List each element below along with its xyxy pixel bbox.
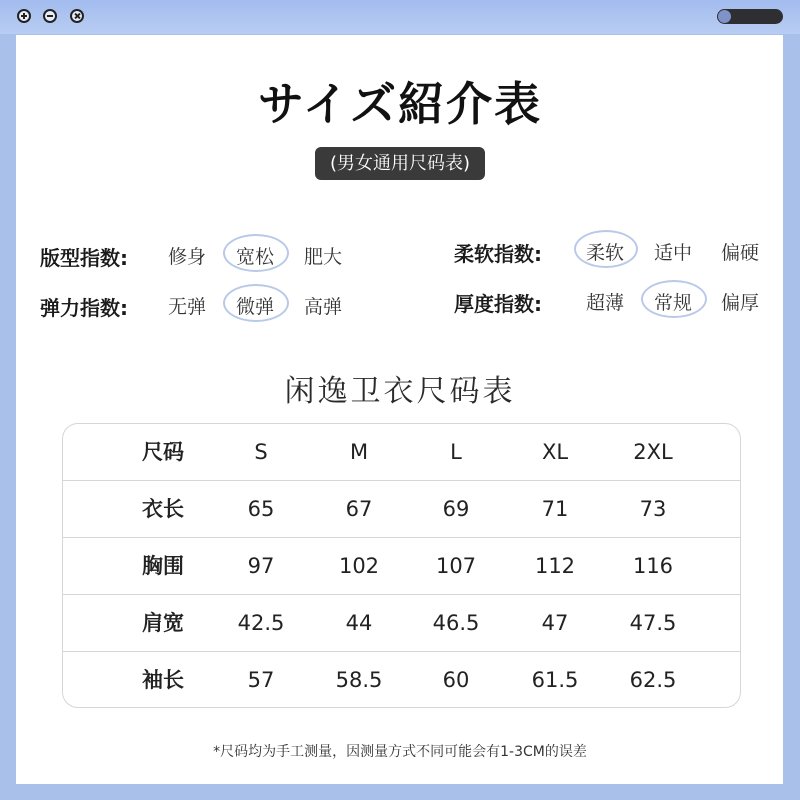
- toggle-switch[interactable]: [717, 9, 783, 24]
- table-cell: 62.5: [629, 668, 677, 692]
- table-cell: 57: [247, 668, 275, 692]
- table-header-cell: L: [450, 440, 462, 464]
- table-cell: 60: [442, 668, 470, 692]
- elasticity-option-slight: 微弹: [236, 296, 275, 318]
- table-cell: 69: [442, 497, 470, 521]
- fit-option-loose: 宽松: [236, 246, 275, 268]
- table-cell: 42.5: [237, 611, 285, 635]
- table-cell: 102: [338, 554, 380, 578]
- table-row-label: 袖长: [142, 668, 184, 692]
- table-cell: 97: [247, 554, 275, 578]
- subtitle-badge: (男女通用尺码表): [315, 147, 485, 180]
- table-header-cell: XL: [541, 440, 569, 464]
- table-cell: 46.5: [432, 611, 480, 635]
- close-icon[interactable]: [70, 9, 84, 23]
- table-cell: 47.5: [629, 611, 677, 635]
- table-cell: 44: [345, 611, 373, 635]
- softness-option-medium: 适中: [654, 242, 693, 264]
- table-row-label: 胸围: [142, 554, 184, 578]
- table-row: [63, 652, 740, 708]
- elasticity-option-none: 无弹: [168, 296, 207, 318]
- table-header-cell: M: [349, 440, 369, 464]
- thickness-option-thick: 偏厚: [721, 292, 760, 314]
- softness-option-soft: 柔软: [586, 242, 625, 264]
- table-row-label: 肩宽: [142, 611, 184, 635]
- table-header-cell: 2XL: [633, 440, 673, 464]
- thickness-option-thin: 超薄: [586, 292, 625, 314]
- table-cell: 116: [632, 554, 674, 578]
- size-table: [62, 423, 741, 708]
- elasticity-index-label: 弹力指数:: [40, 296, 128, 320]
- table-cell: 61.5: [531, 668, 579, 692]
- table-cell: 58.5: [335, 668, 383, 692]
- table-cell: 73: [639, 497, 667, 521]
- softness-index-label: 柔软指数:: [454, 242, 542, 266]
- table-cell: 65: [247, 497, 275, 521]
- table-row: [63, 595, 740, 652]
- table-cell: 71: [541, 497, 569, 521]
- table-row: [63, 538, 740, 595]
- table-cell: 107: [435, 554, 477, 578]
- measurement-footnote: *尺码均为手工测量，因测量方式不同可能会有1-3CM的误差: [213, 744, 587, 760]
- thickness-option-regular: 常规: [654, 292, 693, 314]
- minus-icon[interactable]: [43, 9, 57, 23]
- table-cell: 112: [534, 554, 576, 578]
- fit-option-slim: 修身: [168, 246, 207, 268]
- page-title: サイズ紹介表: [257, 77, 543, 131]
- table-header-cell: S: [254, 440, 268, 464]
- table-header-row: [63, 424, 740, 481]
- table-cell: 67: [345, 497, 373, 521]
- window-titlebar: [0, 0, 800, 34]
- softness-option-hard: 偏硬: [721, 242, 760, 264]
- toggle-knob: [718, 10, 731, 23]
- fit-option-oversize: 肥大: [304, 246, 343, 268]
- plus-icon[interactable]: [17, 9, 31, 23]
- table-row: [63, 481, 740, 538]
- size-table-title: 闲逸卫衣尺码表: [284, 374, 516, 409]
- elasticity-option-high: 高弹: [304, 296, 343, 318]
- table-header-cell: 尺码: [142, 440, 184, 464]
- fit-index-label: 版型指数:: [40, 246, 128, 270]
- table-cell: 47: [541, 611, 569, 635]
- table-row-label: 衣长: [142, 497, 184, 521]
- thickness-index-label: 厚度指数:: [454, 292, 542, 316]
